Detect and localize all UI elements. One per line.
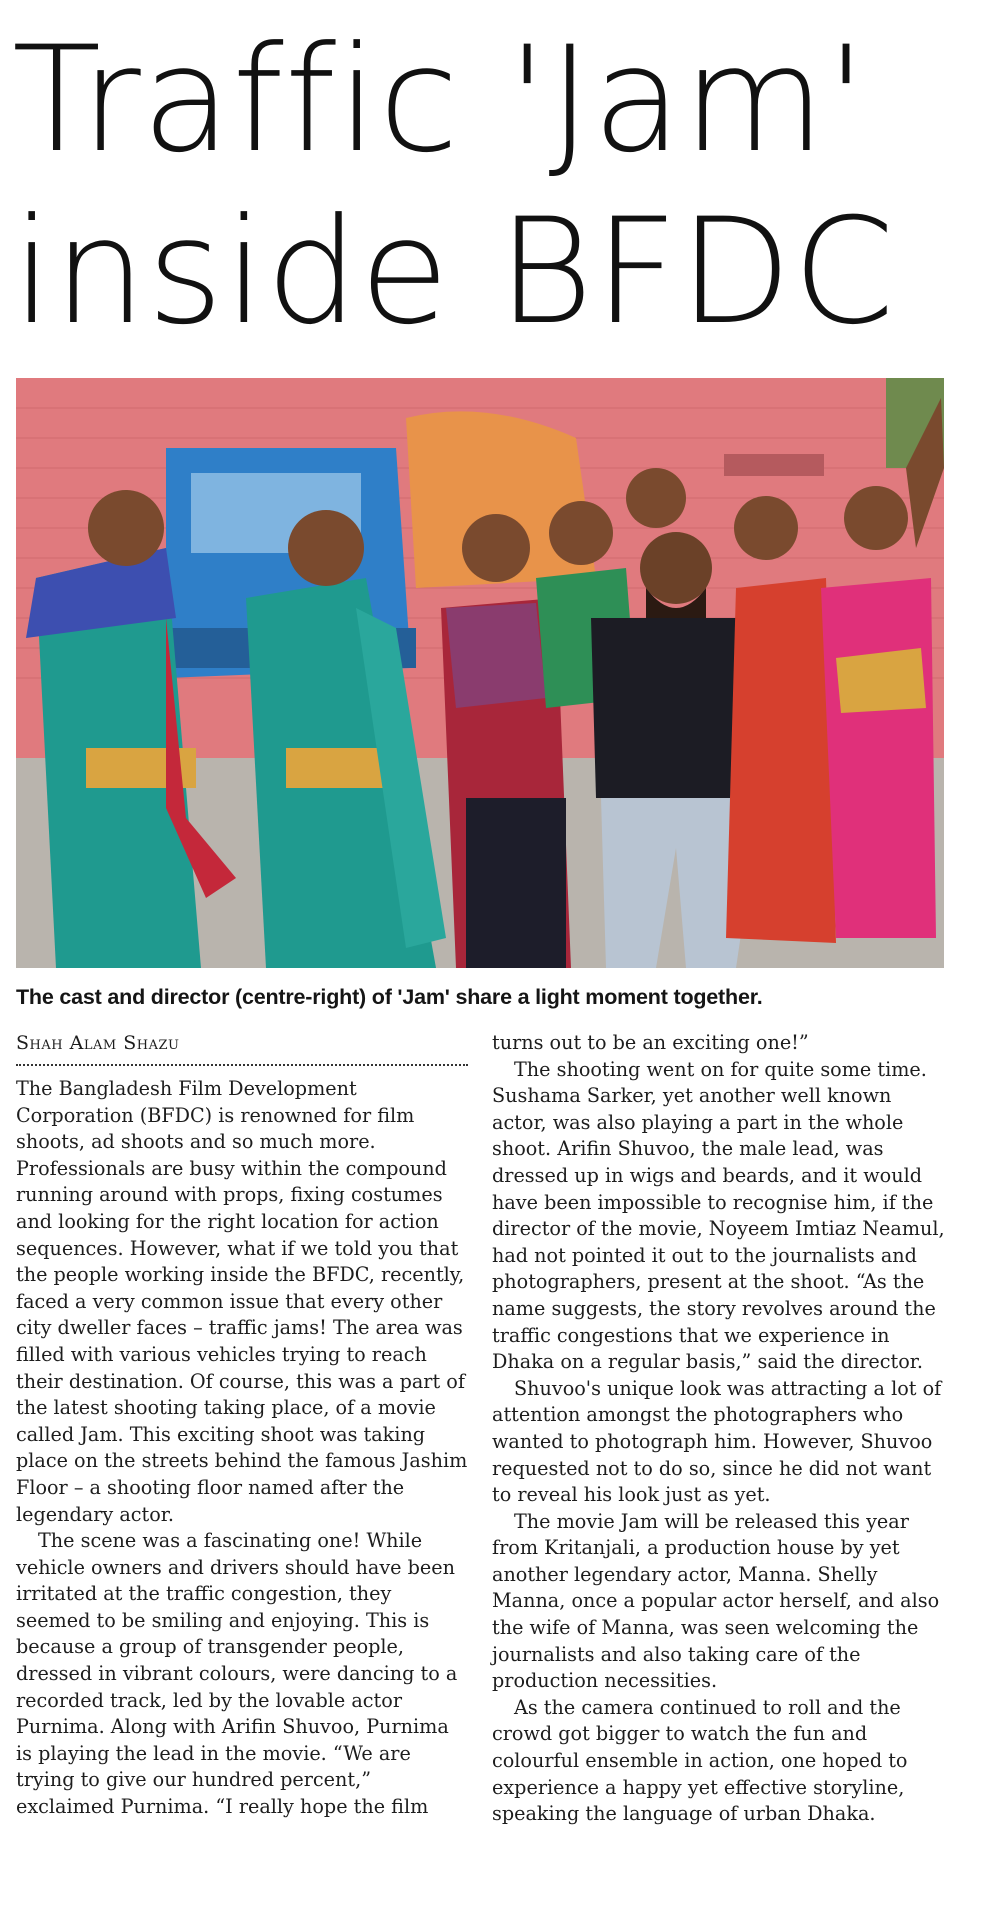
article-photo <box>16 378 944 968</box>
article-column-right <box>492 1030 947 1828</box>
article-paragraph: Shuvoo's unique look was attracting a lot of attention amongst the photographers who wanted to photograph him. However, Shuvoo requested not to do so, since he did not want to reveal his look just as yet. <box>492 1376 942 1507</box>
article-paragraph: The movie Jam will be released this year from Kritanjali, a production house by yet another legendary actor, Manna. Shelly Manna, once a popular actor herself, and also the wife of Manna, was seen welcoming the journalists and also taking care of the production necessities. <box>492 1509 940 1693</box>
byline-divider <box>16 1064 468 1066</box>
article-column-left <box>16 1030 468 1821</box>
photo-caption: The cast and director (centre-right) of 'Jam' share a light moment together. <box>16 985 763 1009</box>
article-paragraph: turns out to be an exciting one!” <box>492 1031 809 1054</box>
article-paragraph: As the camera continued to roll and the crowd got bigger to watch the fun and colourful ensemble in action, one hoped to experience a happy yet effective storyline, speaking the language of urban Dhaka. <box>492 1695 908 1826</box>
headline-line-1: Traffic 'Jam' <box>12 15 868 185</box>
article-paragraph: The scene was a fascinating one! While vehicle owners and drivers should have been irritated at the traffic congestion, they seemed to be smiling and enjoying. This is because a group of transgender people, dressed in vibrant colours, were dancing to a recorded track, led by the lovable actor Purnima. Along with Arifin Shuvoo, Purnima is playing the lead in the movie. “We are trying to give our hundred percent,” exclaimed Purnima. “I really hope the film <box>16 1529 458 1819</box>
article-paragraph: The shooting went on for quite some time. Sushama Sarker, yet another well known actor, was also playing a part in the whole shoot. Arifin Shuvoo, the male lead, was dressed up in wigs and beards, and it would have been impossible to recognise him, if the director of the movie, Noyeem Imtiaz Neamul, had not pointed it out to the journalists and photographers, present at the shoot. “As the name suggests, the story revolves around the traffic congestions that we experience in Dhaka on a regular basis,” said the director. <box>492 1057 945 1374</box>
byline: Shah Alam Shazu <box>16 1032 180 1054</box>
headline <box>12 14 987 358</box>
headline-line-2: inside BFDC <box>12 187 896 357</box>
article-paragraph: The Bangladesh Film Development Corporation (BFDC) is renowned for film shoots, ad shoots and so much more. Professionals are busy within the compound running around with props, fixing costumes and looking for the right location for action sequences. However, what if we told you that the people working inside the BFDC, recently, faced a very common issue that every other city dweller faces – traffic jams! The area was filled with various vehicles trying to reach their destination. Of course, this was a part of the latest shooting taking place, of a movie called Jam. This exciting shoot was taking place on the streets behind the famous Jashim Floor – a shooting floor named after the legendary actor. <box>16 1077 468 1526</box>
